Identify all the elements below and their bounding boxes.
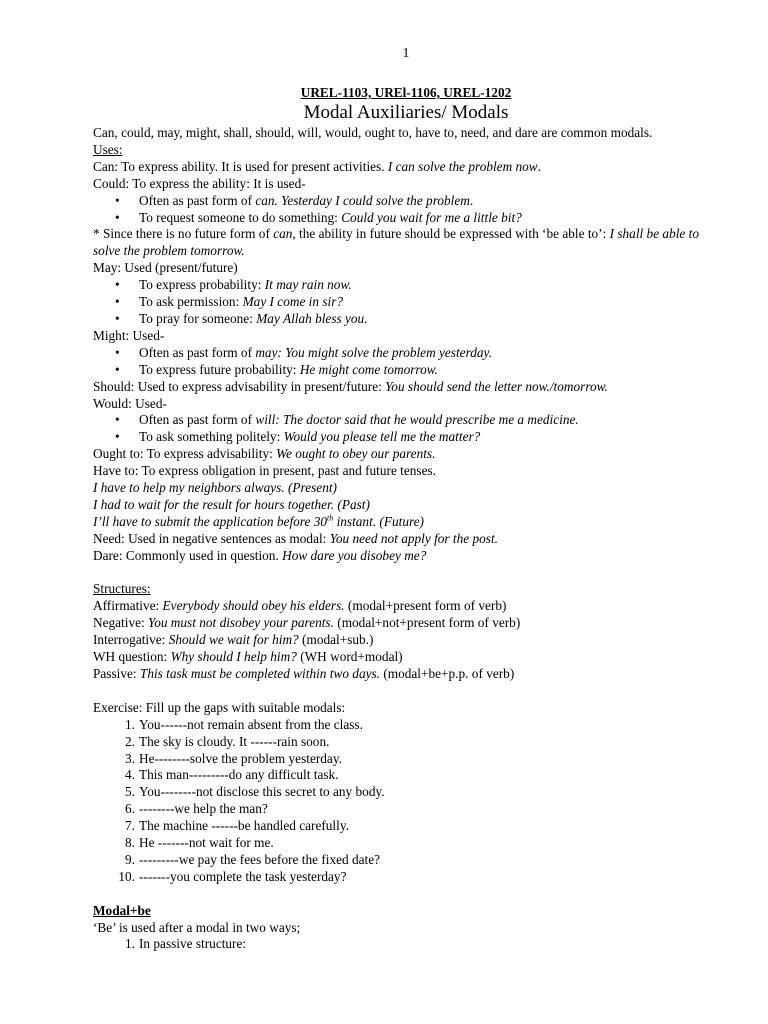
future-note: * Since there is no future form of can, the ability in future should be expressed with ‘be able to’: I shall be able to solve the problem tomorrow. xyxy=(93,226,699,259)
bullet-icon: • xyxy=(115,192,120,208)
can-end: . xyxy=(537,158,542,174)
list-item: • To express future probability: He might come tomorrow. xyxy=(115,361,438,377)
might-line: Might: Used- xyxy=(93,327,165,343)
structure-row: Affirmative: Everybody should obey his elders. (modal+present form of verb) xyxy=(93,598,507,614)
exercise-item: 3. He--------solve the problem yesterday. xyxy=(125,750,342,766)
may-line: May: Used (present/future) xyxy=(93,260,238,276)
should-line: Should: Used to express advisability in present/future: You should send the letter now./tomorrow. xyxy=(93,378,608,394)
would-line: Would: Used- xyxy=(93,395,167,411)
list-item: • Often as past form of may: You might solve the problem yesterday. xyxy=(115,344,493,360)
list-item: 1. In passive structure: xyxy=(125,936,247,952)
structure-row: Interrogative: Should we wait for him? (modal+sub.) xyxy=(93,632,374,648)
course-codes: UREL-1103, UREl-1106, UREL-1202 xyxy=(300,85,512,100)
page-number: 1 xyxy=(402,45,410,60)
exercise-item: 8. He -------not wait for me. xyxy=(125,835,274,851)
can-label: Can: To express ability. It is used for present activities. xyxy=(93,158,388,174)
ought-line: Ought to: To express advisability: We ought to obey our parents. xyxy=(93,446,436,462)
exercise-item: 10. -------you complete the task yesterday? xyxy=(118,868,347,884)
bullet-icon: • xyxy=(115,361,120,377)
need-line: Need: Used in negative sentences as modal: You need not apply for the post. xyxy=(93,530,498,546)
bullet-icon: • xyxy=(115,412,120,428)
page-title: Modal Auxiliaries/ Modals xyxy=(303,102,509,123)
list-item: • Often as past form of will: The doctor said that he would prescribe me a medicine. xyxy=(115,412,579,428)
list-item: • To request someone to do something: Could you wait for me a little bit? xyxy=(115,209,522,225)
exercise-heading: Exercise: Fill up the gaps with suitable modals: xyxy=(93,699,346,715)
list-item: • To ask something politely: Would you please tell me the matter? xyxy=(115,429,481,445)
could-line: Could: To express the ability: It is used- xyxy=(93,175,306,191)
can-line xyxy=(93,159,707,176)
exercise-item: 4. This man---------do any difficult task. xyxy=(125,767,339,783)
dare-line: Dare: Commonly used in question. How dare you disobey me? xyxy=(93,547,427,563)
list-item: • Often as past form of can. Yesterday I could solve the problem. xyxy=(115,192,474,208)
exercise-item: 2. The sky is cloudy. It ------rain soon. xyxy=(125,733,330,749)
uses-heading: Uses: xyxy=(93,141,123,157)
structures-heading: Structures: xyxy=(93,581,151,597)
bullet-icon: • xyxy=(115,429,120,445)
structure-row: WH question: Why should I help him? (WH word+modal) xyxy=(93,649,403,665)
have-to-example: I had to wait for the result for hours together. (Past) xyxy=(93,496,370,512)
list-item: • To ask permission: May I come in sir? xyxy=(115,294,344,310)
can-example: I can solve the problem now xyxy=(387,158,538,174)
exercise-item: 6. --------we help the man? xyxy=(125,801,268,817)
structure-row: Negative: You must not disobey your parents. (modal+not+present form of verb) xyxy=(93,615,521,631)
exercise-item: 9. ---------we pay the fees before the fixed date? xyxy=(125,851,381,867)
bullet-icon: • xyxy=(115,310,120,326)
bullet-icon: • xyxy=(115,277,120,293)
bullet-icon: • xyxy=(115,344,120,360)
bullet-icon: • xyxy=(115,209,120,225)
have-to-line: Have to: To express obligation in present, past and future tenses. xyxy=(93,463,436,479)
intro-paragraph: Can, could, may, might, shall, should, will, would, ought to, have to, need, and dare are common modals. xyxy=(93,125,653,140)
have-to-example: I have to help my neighbors always. (Present) xyxy=(93,480,337,496)
have-to-example: I’ll have to submit the application before 30th instant. (Future) xyxy=(93,513,424,529)
exercise-item: 1. You------not remain absent from the class. xyxy=(125,716,363,732)
list-item: • To pray for someone: May Allah bless you. xyxy=(115,310,368,326)
exercise-item: 5. You--------not disclose this secret to any body. xyxy=(125,784,385,800)
exercise-item: 7. The machine ------be handled carefully. xyxy=(125,818,349,834)
list-item: • To express probability: It may rain now. xyxy=(115,277,352,293)
bullet-icon: • xyxy=(115,294,120,310)
document-body xyxy=(93,125,707,953)
structure-row: Passive: This task must be completed within two days. (modal+be+p.p. of verb) xyxy=(93,665,515,681)
modal-be-text: ‘Be’ is used after a modal in two ways; xyxy=(93,919,301,935)
modal-be-heading: Modal+be xyxy=(93,902,151,918)
